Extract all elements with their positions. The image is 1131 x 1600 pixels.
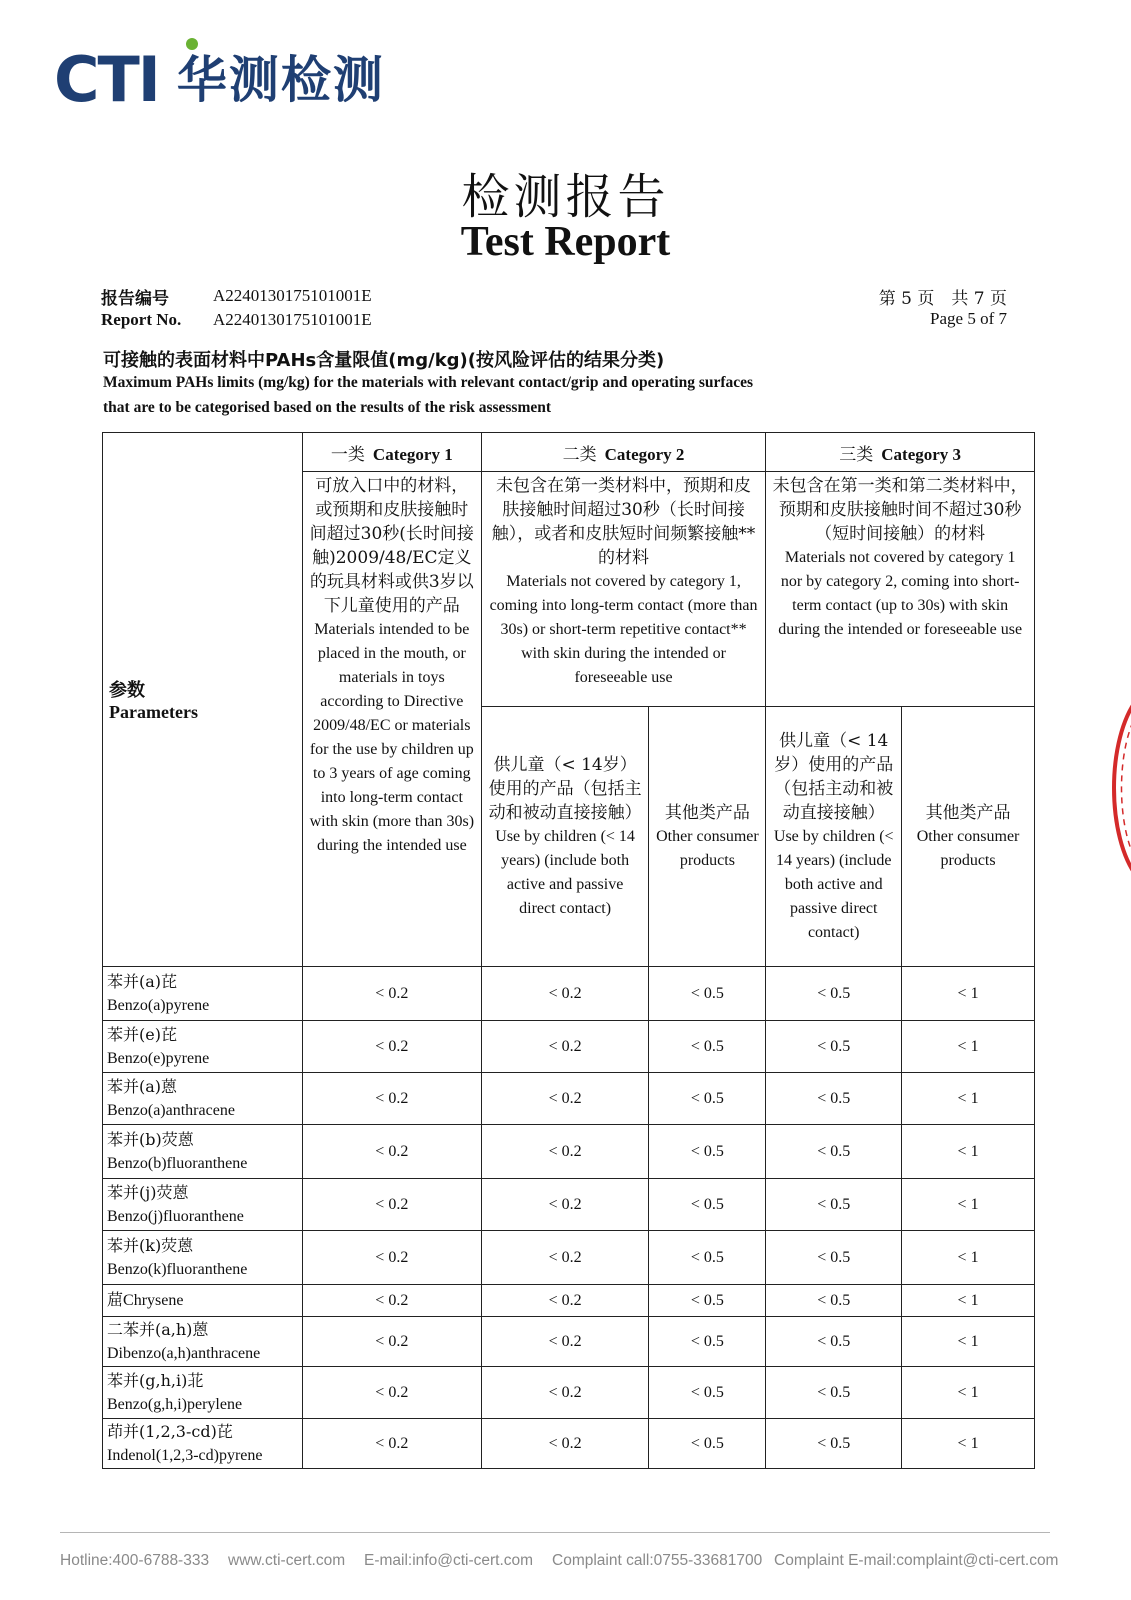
parameter-name-cn: 茚并(1,2,3-cd)芘 (107, 1421, 233, 1441)
limit-value: < 0.2 (302, 1231, 481, 1285)
limit-value: < 0.5 (649, 1073, 766, 1125)
limit-value: < 0.5 (649, 1125, 766, 1179)
parameter-name-cn: 苯并(j)荧蒽 (107, 1182, 189, 1202)
footer-complaint-email: Complaint E-mail:complaint@cti-cert.com (774, 1552, 1059, 1569)
limit-value: < 1 (902, 1231, 1035, 1285)
report-title-en: Test Report (460, 219, 671, 265)
parameter-name-cn: 二苯并(a,h)蒽 (107, 1319, 209, 1339)
limit-value: < 0.5 (649, 1367, 766, 1419)
parameter-name (103, 1317, 303, 1367)
limit-value: < 0.2 (481, 1419, 649, 1469)
parameter-name-en: Benzo(b)fluoranthene (107, 1154, 248, 1172)
category-2-description: 未包含在第一类材料中，预期和皮肤接触时间超过30秒（长时间接触），或者和皮肤短时间频繁接触**的材料 Materials not covered by category 1, coming into long-term contact (more than 30s) or short-term repetitive contact** with skin during the intended or foreseeable use (481, 472, 766, 707)
limit-value: < 0.5 (766, 1367, 902, 1419)
limit-value: < 1 (902, 1419, 1035, 1469)
limit-value: < 0.2 (481, 1285, 649, 1317)
parameter-name (103, 1285, 303, 1317)
table-row (103, 1125, 1035, 1179)
limit-value: < 0.2 (302, 1285, 481, 1317)
limit-value: < 0.2 (302, 1073, 481, 1125)
limit-value: < 0.2 (481, 1231, 649, 1285)
logo-dot-icon (186, 38, 198, 50)
parameter-name-cn: 苯并(a)芘 (107, 971, 178, 991)
category-3-other: 其他类产品 Other consumer products (902, 707, 1035, 967)
limit-value: < 0.5 (766, 1021, 902, 1073)
limit-value: < 0.5 (766, 1419, 902, 1469)
category-3-children: 供儿童（< 14岁）使用的产品（包括主动和被动直接接触） Use by children (< 14 years) (include both active and passive direct contact) (766, 707, 902, 967)
table-row (103, 1179, 1035, 1231)
footer-hotline: Hotline:400-6788-333 (60, 1552, 210, 1569)
parameter-name-cn: 䓛 (107, 1291, 124, 1309)
limit-value: < 0.5 (649, 1419, 766, 1469)
table-row (103, 1021, 1035, 1073)
limit-value: < 0.2 (302, 1021, 481, 1073)
logo-name-cn: 华测检测 (176, 51, 385, 109)
pah-rows (103, 967, 1035, 1469)
table-row (103, 1317, 1035, 1367)
report-no-label-cn: 报告编号 (101, 289, 169, 309)
report-no-value-cn: A2240130175101001E (213, 286, 372, 305)
limit-value: < 1 (902, 967, 1035, 1021)
table-row (103, 967, 1035, 1021)
limit-value: < 0.2 (302, 1419, 481, 1469)
limit-value: < 0.5 (766, 967, 902, 1021)
parameter-name (103, 1179, 303, 1231)
category-1-header: 一类 Category 1 (302, 433, 481, 472)
category-2-children: 供儿童（< 14岁）使用的产品（包括主动和被动直接接触） Use by children (< 14 years) (include both active and passive direct contact) (481, 707, 649, 967)
category-2-other: 其他类产品 Other consumer products (649, 707, 766, 967)
category-3-header: 三类 Category 3 (766, 433, 1035, 472)
limit-value: < 1 (902, 1285, 1035, 1317)
limit-value: < 1 (902, 1179, 1035, 1231)
parameter-name (103, 1419, 303, 1469)
limit-value: < 0.2 (302, 1317, 481, 1367)
parameter-name (103, 1231, 303, 1285)
parameter-name (103, 1125, 303, 1179)
parameter-name-en: Benzo(a)anthracene (107, 1101, 235, 1119)
table-row (103, 1285, 1035, 1317)
limit-value: < 0.5 (649, 1021, 766, 1073)
report-title-cn: 检测报告 (461, 169, 670, 225)
limit-value: < 0.2 (481, 1317, 649, 1367)
footer-complaint-call: Complaint call:0755-33681700 (552, 1552, 763, 1569)
table-row (103, 1367, 1035, 1419)
parameter-name-cn: 苯并(k)荧蒽 (107, 1235, 194, 1255)
table-row (103, 1073, 1035, 1125)
category-2-header: 二类 Category 2 (481, 433, 766, 472)
parameter-name-en: Indenol(1,2,3-cd)pyrene (107, 1446, 263, 1464)
limit-value: < 0.5 (766, 1179, 902, 1231)
parameter-name-cn: 苯并(b)荧蒽 (107, 1129, 194, 1149)
page-number-en: Page 5 of 7 (930, 309, 1007, 328)
parameter-name-cn: 苯并(e)芘 (107, 1024, 177, 1044)
limit-value: < 0.5 (766, 1285, 902, 1317)
parameter-name-en: Benzo(k)fluoranthene (107, 1260, 248, 1278)
limit-value: < 0.5 (649, 1317, 766, 1367)
limit-value: < 0.2 (302, 1179, 481, 1231)
footer-divider (60, 1532, 1050, 1533)
logo-brand: CTI (54, 43, 159, 116)
parameter-name-en: Benzo(j)fluoranthene (107, 1207, 244, 1225)
section-title-en-line1: Maximum PAHs limits (mg/kg) for the materials with relevant contact/grip and operating surfaces (103, 374, 754, 391)
limit-value: < 1 (902, 1317, 1035, 1367)
table-row (103, 1231, 1035, 1285)
limit-value: < 0.2 (481, 1179, 649, 1231)
company-logo (54, 44, 385, 116)
footer-email: E-mail:info@cti-cert.com (364, 1552, 534, 1569)
limit-value: < 0.5 (766, 1125, 902, 1179)
limit-value: < 0.2 (481, 967, 649, 1021)
parameter-name (103, 1021, 303, 1073)
pah-limits-table (102, 432, 1035, 1469)
limit-value: < 1 (902, 1021, 1035, 1073)
parameter-name-en: Benzo(e)pyrene (107, 1049, 210, 1067)
limit-value: < 1 (902, 1125, 1035, 1179)
limit-value: < 1 (902, 1073, 1035, 1125)
limit-value: < 0.2 (481, 1073, 649, 1125)
limit-value: < 0.5 (766, 1317, 902, 1367)
parameter-name-cn: 苯并(g,h,i)苝 (107, 1370, 204, 1390)
parameter-name-cn: 苯并(a)蒽 (107, 1076, 178, 1096)
limit-value: < 0.5 (649, 1285, 766, 1317)
category-3-description: 未包含在第一类和第二类材料中，预期和皮肤接触时间不超过30秒（短时间接触）的材料 Materials not covered by category 1 nor by category 2, coming into short-term contact (up to 30s) with skin during the intended or foreseeable use (766, 472, 1035, 707)
limit-value: < 0.5 (766, 1073, 902, 1125)
parameters-header: 参数 Parameters (103, 433, 303, 967)
report-no-label-en: Report No. (101, 310, 182, 329)
section-title-en-line2: that are to be categorised based on the results of the risk assessment (103, 399, 552, 416)
table-row (103, 1419, 1035, 1469)
limit-value: < 0.2 (481, 1125, 649, 1179)
parameter-name (103, 1073, 303, 1125)
category-1-description: 可放入口中的材料，或预期和皮肤接触时间超过30秒(长时间接触)2009/48/EC定义的玩具材料或供3岁以下儿童使用的产品 Materials intended to be placed in the mouth, or materials in toys according to Directive 2009/48/EC or materials for the use by children up to 3 years of age coming into long-term contact with skin (more than 30s) during the intended use (302, 472, 481, 967)
limit-value: < 0.2 (302, 1125, 481, 1179)
limit-value: < 0.2 (302, 967, 481, 1021)
page-number-cn: 第 5 页 共 7 页 (878, 289, 1007, 309)
parameter-name (103, 1367, 303, 1419)
limit-value: < 0.2 (302, 1367, 481, 1419)
limit-value: < 1 (902, 1367, 1035, 1419)
parameter-name-en: Benzo(g,h,i)perylene (107, 1395, 243, 1413)
parameter-name-en: Chrysene (123, 1291, 184, 1309)
limit-value: < 0.5 (649, 1179, 766, 1231)
footer-website: www.cti-cert.com (228, 1552, 346, 1569)
limit-value: < 0.5 (649, 1231, 766, 1285)
limit-value: < 0.2 (481, 1021, 649, 1073)
parameter-name-en: Benzo(a)pyrene (107, 996, 210, 1014)
limit-value: < 0.5 (649, 967, 766, 1021)
section-title-cn: 可接触的表面材料中PAHs含量限值(mg/kg)(按风险评估的结果分类) (103, 350, 665, 371)
limit-value: < 0.5 (766, 1231, 902, 1285)
parameter-name-en: Dibenzo(a,h)anthracene (107, 1344, 261, 1362)
report-no-value-en: A2240130175101001E (213, 310, 372, 329)
red-seal-stamp (1098, 698, 1131, 878)
limit-value: < 0.2 (481, 1367, 649, 1419)
parameter-name (103, 967, 303, 1021)
